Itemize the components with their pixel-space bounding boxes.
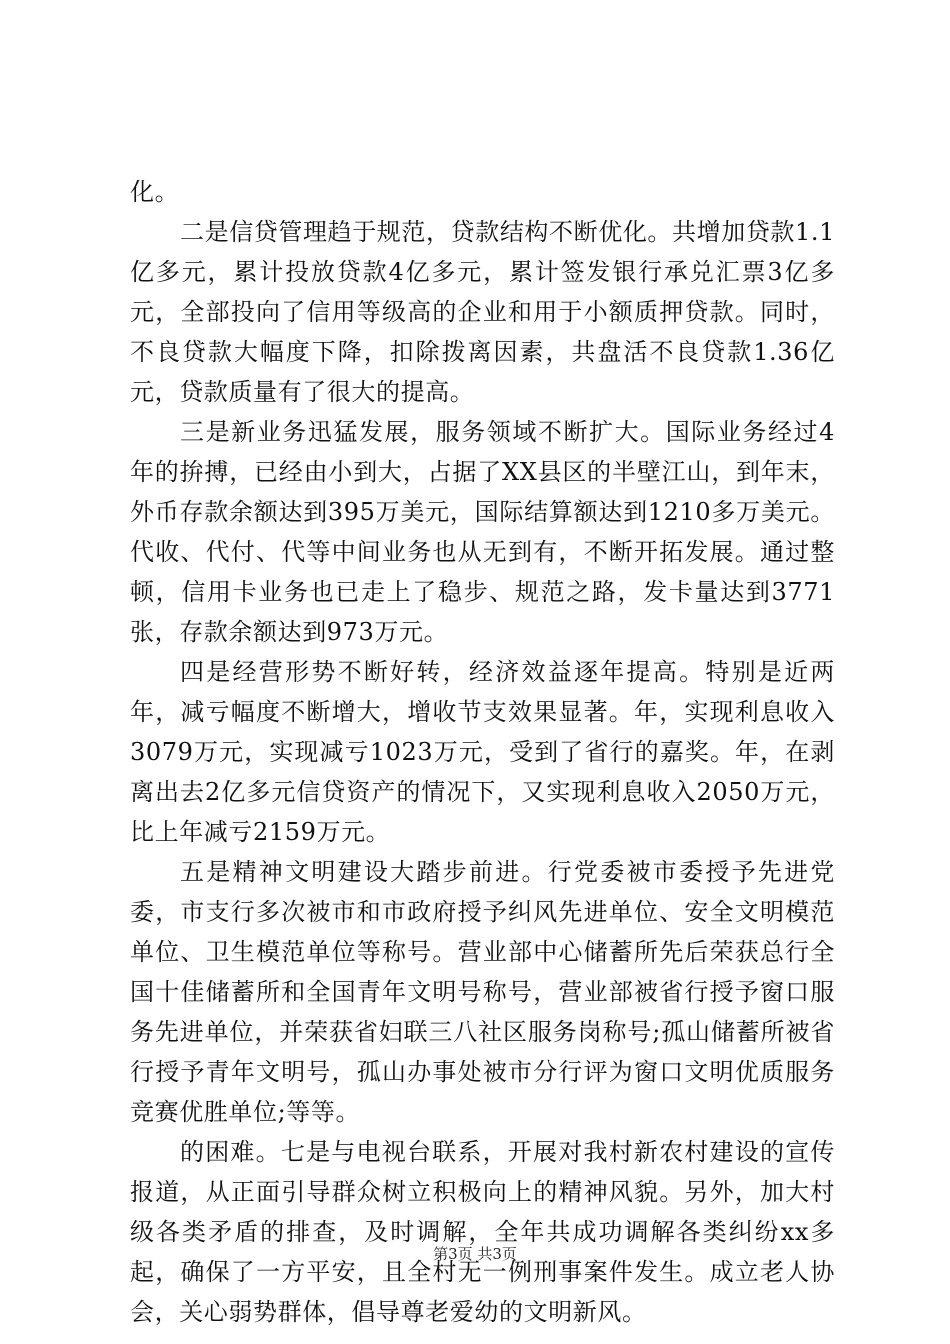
paragraph-spiritual-civilization: 五是精神文明建设大踏步前进。行党委被市委授予先进党委，市支行多次被市和市政府授予纠风先进单位、安全文明模范单位、卫生模范单位等称号。营业部中心储蓄所先后荣获总行全国十佳储蓄所和全国青年文明号称号，营业部被省行授予窗口服务先进单位，并荣获省妇联三八社区服务岗称号;孤山储蓄所被省行授予青年文明号，孤山办事处被市分行评为窗口文明优质服务竞赛优胜单位;等等。: [130, 858, 835, 1126]
paragraph-new-business: 三是新业务迅猛发展，服务领域不断扩大。国际业务经过4年的拚搏，已经由小到大，占据了XX县区的半壁江山，到年末，外币存款余额达到395万美元，国际结算额达到1210多万美元。代收、代付、代等中间业务也从无到有，不断开拓发展。通过整顿，信用卡业务也已走上了稳步、规范之路，发卡量达到3771张，存款余额达到973万元。: [130, 418, 835, 646]
paragraph-village-work: 的困难。七是与电视台联系，开展对我村新农村建设的宣传报道，从正面引导群众树立积极向上的精神风貌。另外，加大村级各类矛盾的排查，及时调解，全年共成功调解各类纠纷xx多起，确保了一方平安，且全村无一例刑事案件发生。成立老人协会，关心弱势群体，倡导尊老爱幼的文明新风。: [130, 1138, 835, 1326]
paragraph-credit-management: 二是信贷管理趋于规范，贷款结构不断优化。共增加贷款1.1亿多元，累计投放贷款4亿多元，累计签发银行承兑汇票3亿多元，全部投向了信用等级高的企业和用于小额质押贷款。同时，不良贷款大幅度下降，扣除拨离因素，共盘活不良贷款1.36亿元，贷款质量有了很大的提高。: [130, 218, 835, 406]
paragraph-continuation: 化。: [130, 178, 180, 206]
document-body: [130, 172, 835, 1332]
page-footer: 第3页 共3页: [433, 1245, 517, 1263]
paragraph-operating-situation: 四是经营形势不断好转，经济效益逐年提高。特别是近两年，减亏幅度不断增大，增收节支效果显著。年，实现利息收入3079万元，实现减亏1023万元，受到了省行的嘉奖。年，在剥离出去2亿多元信贷资产的情况下，又实现利息收入2050万元，比上年减亏2159万元。: [130, 658, 835, 846]
